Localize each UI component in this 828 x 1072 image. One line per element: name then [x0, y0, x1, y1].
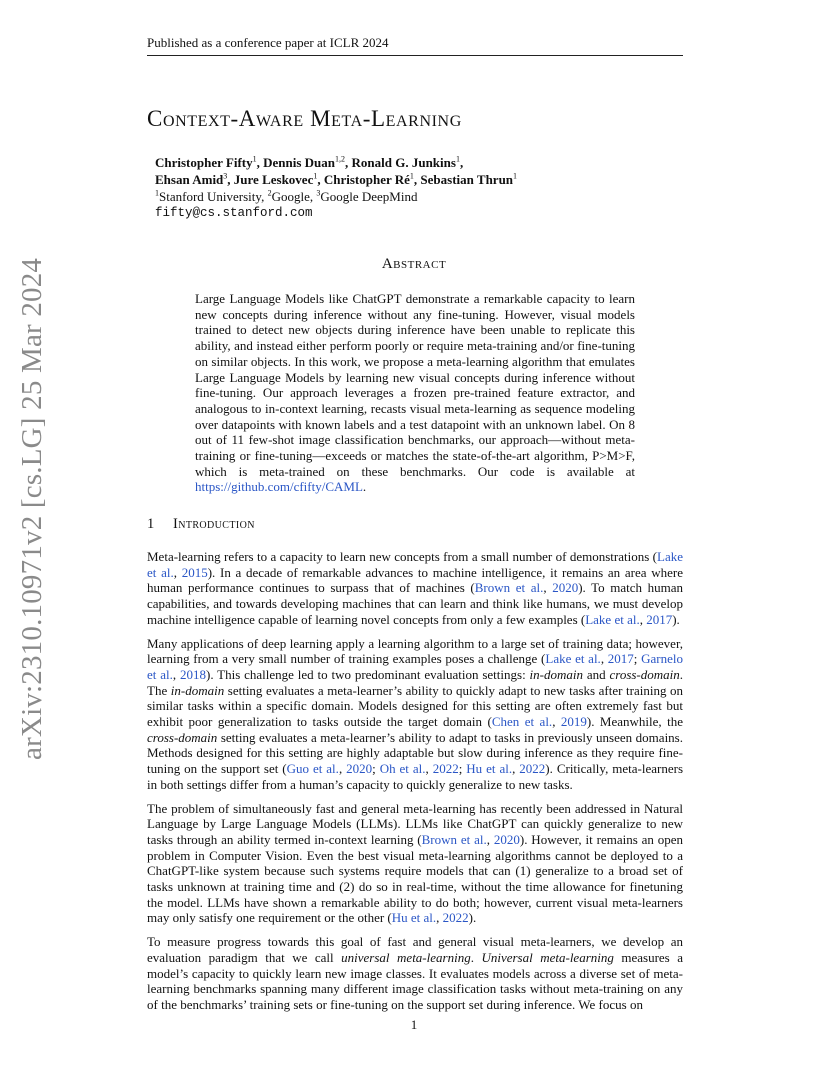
arxiv-stamp: arXiv:2310.10971v2 [cs.LG] 25 Mar 2024: [16, 257, 48, 760]
emphasis-text: cross-domain: [147, 729, 218, 745]
paragraph-text: ). In a decade of remarkable advances to machine intelligence, it remains an area where human performance continues to surpass that of machines (: [147, 564, 684, 596]
introduction-body: [147, 549, 683, 1021]
paragraph: [147, 636, 683, 793]
citation-link[interactable]: 2015: [181, 564, 208, 580]
author-name: Ehsan Amid: [155, 172, 224, 187]
paragraph-text: ,: [543, 580, 553, 596]
citation-link[interactable]: Hu et al.: [466, 761, 513, 777]
paragraph-text: ,: [173, 564, 182, 580]
citation-link[interactable]: Chen et al.: [491, 714, 553, 730]
paragraph-text: ). This challenge led to two predominant evaluation settings:: [205, 666, 530, 682]
paragraph-text: ,: [486, 831, 494, 847]
citation-link[interactable]: Lake et al.: [147, 549, 683, 580]
paragraph-text: Many applications of deep learning apply a learning algorithm to a large set of training data; however, learning from a very small number of training examples poses a challenge (: [147, 635, 683, 667]
paragraph-text: and: [583, 666, 610, 682]
citation-link[interactable]: 2017: [607, 651, 634, 667]
paragraph-text: ).: [672, 611, 680, 627]
section-title: Introduction: [173, 516, 255, 532]
paragraph-text: ). Critically, meta-learners in both settings differ from a human’s capacity to quickly generalize to new tasks.: [147, 761, 684, 792]
citation-link[interactable]: Lake et al.: [545, 651, 601, 667]
citation-link[interactable]: 2022: [432, 761, 459, 777]
affiliation-mark: 3: [223, 171, 228, 181]
paragraph-text: ,: [172, 666, 180, 682]
paragraph-text: .: [470, 949, 482, 965]
code-link[interactable]: https://github.com/cfifty/CAML: [195, 479, 363, 495]
paragraph: [147, 801, 683, 927]
author-email[interactable]: fifty@cs.stanford.com: [155, 206, 313, 220]
citation-link[interactable]: Guo et al.: [286, 761, 339, 777]
paragraph-text: ,: [425, 761, 433, 777]
affiliation-mark: 1: [409, 171, 414, 181]
citation-link[interactable]: 2022: [519, 761, 546, 777]
paragraph-text: ).: [468, 910, 477, 926]
paragraph: [147, 934, 683, 1013]
affiliation-mark: 1: [513, 171, 518, 181]
paragraph-text: ,: [512, 761, 520, 777]
author-name: Sebastian Thrun: [420, 172, 514, 187]
citation-link[interactable]: 2020: [552, 580, 579, 596]
citation-link[interactable]: 2022: [442, 910, 469, 926]
citation-link[interactable]: 2020: [493, 831, 520, 847]
affiliation-mark: 1: [455, 154, 460, 164]
citation-link[interactable]: Oh et al.: [379, 761, 426, 777]
abstract-heading: Abstract: [381, 256, 447, 272]
page-number: 1: [410, 1017, 418, 1032]
paper-title: Context-Aware Meta-Learning: [147, 106, 462, 131]
running-header: Published as a conference paper at ICLR 2024: [147, 35, 683, 56]
paragraph-text: setting evaluates a meta-learner’s ability to adapt to tasks in previously unseen domains. Methods designed for this setting are highly adaptable but slow during inference as they require fine-tuning on the support set (: [147, 729, 683, 777]
emphasis-text: Universal meta-learning: [481, 949, 614, 965]
paragraph-text: setting evaluates a meta-learner’s ability to quickly adapt to new tasks after training on similar tasks within a specific domain. Models designed for this setting are often extremely fast but exhibit poor generalization to tasks outside the target domain (: [147, 682, 683, 730]
paragraph: [147, 549, 683, 628]
emphasis-text: in-domain: [170, 682, 225, 698]
author-line-2: Ehsan Amid$^3$, Jure Leskovec$^1$, Christopher $Ré^1$, Sebastian Thrun$^1$: [155, 171, 518, 187]
affiliation-mark: 1: [252, 154, 257, 164]
abstract-body: Large Language Models like ChatGPT demonstrate a remarkable capacity to learn new concepts during inference without any fine-tuning. However, visual models trained to detect new objects during inference have been unable to replicate this ability, and instead either perform poorly or require meta-training and/or fine-tuning on similar objects. In this work, we propose a meta-learning algorithm that emulates Large Language Models by learning new visual concepts during inference without fine-tuning. Our approach leverages a frozen pre-trained feature extractor, and analogous to in-context learning, recasts visual meta-learning as sequence modeling over datapoints with known labels and a test datapoint with an unknown label. On 8 out of 11 few-shot image classification benchmarks, our approach—without meta-training or fine-tuning—exceeds or matches the state-of-the-art algorithm, P>M>F, which is meta-trained on these benchmarks. Our code is available at https://github.com/cfifty/CAML.: [195, 291, 635, 495]
citation-link[interactable]: 2020: [346, 761, 373, 777]
paragraph-text: ,: [600, 651, 608, 667]
author-name: Dennis Duan: [263, 155, 336, 170]
citation-link[interactable]: 2017: [646, 611, 673, 627]
affiliation-mark: 1,2: [335, 154, 346, 164]
paragraph-text: ;: [633, 651, 642, 667]
citation-link[interactable]: Brown et al.: [421, 831, 487, 847]
citation-link[interactable]: Brown et al.: [474, 580, 544, 596]
emphasis-text: universal meta-learning: [341, 949, 471, 965]
abstract-text: Large Language Models like ChatGPT demonstrate a remarkable capacity to learn new concepts during inference without any fine-tuning. However, visual models trained to detect new objects during inference have been unable to replicate this ability, and instead either perform poorly or require meta-training and/or fine-tuning on similar objects. In this work, we propose a meta-learning algorithm that emulates Large Language Models by learning new visual concepts during inference without fine-tuning. Our approach leverages a frozen pre-trained feature extractor, and analogous to in-context learning, recasts visual meta-learning as sequence modeling over datapoints with known labels and a test datapoint with an unknown label. On 8 out of 11 few-shot image classification benchmarks, our approach—without meta-training or fine-tuning—exceeds or matches the state-of-the-art algorithm, P>M>F, which is meta-trained on these benchmarks. Our code is available at: [195, 291, 635, 479]
author-name: Jure Leskovec: [233, 172, 314, 187]
emphasis-text: in-domain: [529, 666, 583, 682]
affiliation-mark: 1: [313, 171, 318, 181]
paragraph-text: The problem of simultaneously fast and general meta-learning has recently been addressed in Natural Language by Large Language Models (LLMs). LLMs like ChatGPT can quickly generalize to new tasks through an ability termed in-context learning (: [147, 800, 683, 847]
author-name: Christopher Ré: [323, 172, 410, 187]
paragraph-text: ,: [338, 761, 347, 777]
citation-link[interactable]: Hu et al.: [391, 910, 437, 926]
section-heading: [147, 516, 255, 533]
paragraph-text: To measure progress towards this goal of fast and general visual meta-learners, we develop an evaluation paradigm that we call: [147, 934, 683, 965]
paragraph-text: measures a model’s capacity to quickly learn new image classes. It evaluates models across a diverse set of meta-learning benchmarks spanning many different image classification tasks without meta-training on any of the benchmarks’ training sets or fine-tuning on the support set during inference. We focus on: [147, 949, 684, 1012]
paragraph-text: ,: [552, 714, 561, 730]
affiliation-name: Stanford University: [159, 189, 262, 204]
citation-link[interactable]: 2018: [179, 666, 206, 682]
author-name: Christopher Fifty: [155, 155, 253, 170]
paragraph-text: ,: [639, 611, 647, 627]
paragraph-text: ). Meanwhile, the: [586, 714, 683, 730]
affiliations: $^1$Stanford University, $^2$Google, $^3$Google DeepMind: [155, 188, 418, 204]
paragraph-text: Meta-learning refers to a capacity to learn new concepts from a small number of demonstrations (: [147, 549, 658, 564]
affiliation-name: Google: [271, 189, 310, 204]
author-name: Ronald G. Junkins: [351, 155, 456, 170]
citation-link[interactable]: Lake et al.: [585, 611, 640, 627]
paragraph-text: . The: [147, 666, 684, 698]
paragraph-text: ). However, it remains an open problem in Computer Vision. Even the best visual meta-learning algorithms cannot be deployed to a ChatGPT-like system because such systems require models that can (1) generalize to a broad set of tasks unknown at training time and (2) do so in real-time, without the time allowance for finetuning the model. LLMs have shown a remarkable ability to do both; however, current visual meta-learners may only satisfy one requirement or the other (: [147, 831, 684, 926]
section-number: 1: [147, 516, 155, 532]
paragraph-text: ;: [458, 761, 467, 777]
affiliation-name: Google DeepMind: [320, 189, 418, 204]
paragraph-text: ,: [436, 910, 443, 926]
paragraph-text: ). To match human capabilities, and towards developing machines that can learn and think like humans, we must develop machine intelligence capable of learning novel concepts from only a few examples (: [147, 580, 683, 627]
emphasis-text: cross-domain: [609, 666, 680, 682]
citation-link[interactable]: Garnelo et al.: [147, 651, 683, 682]
author-line-1: Christopher Fifty$^1$, Dennis Duan$^{1,2}$, Ronald G. Junkins$^1$,: [155, 154, 464, 170]
citation-link[interactable]: 2019: [560, 714, 587, 730]
author-block: [155, 154, 685, 222]
paragraph-text: ;: [372, 761, 380, 777]
